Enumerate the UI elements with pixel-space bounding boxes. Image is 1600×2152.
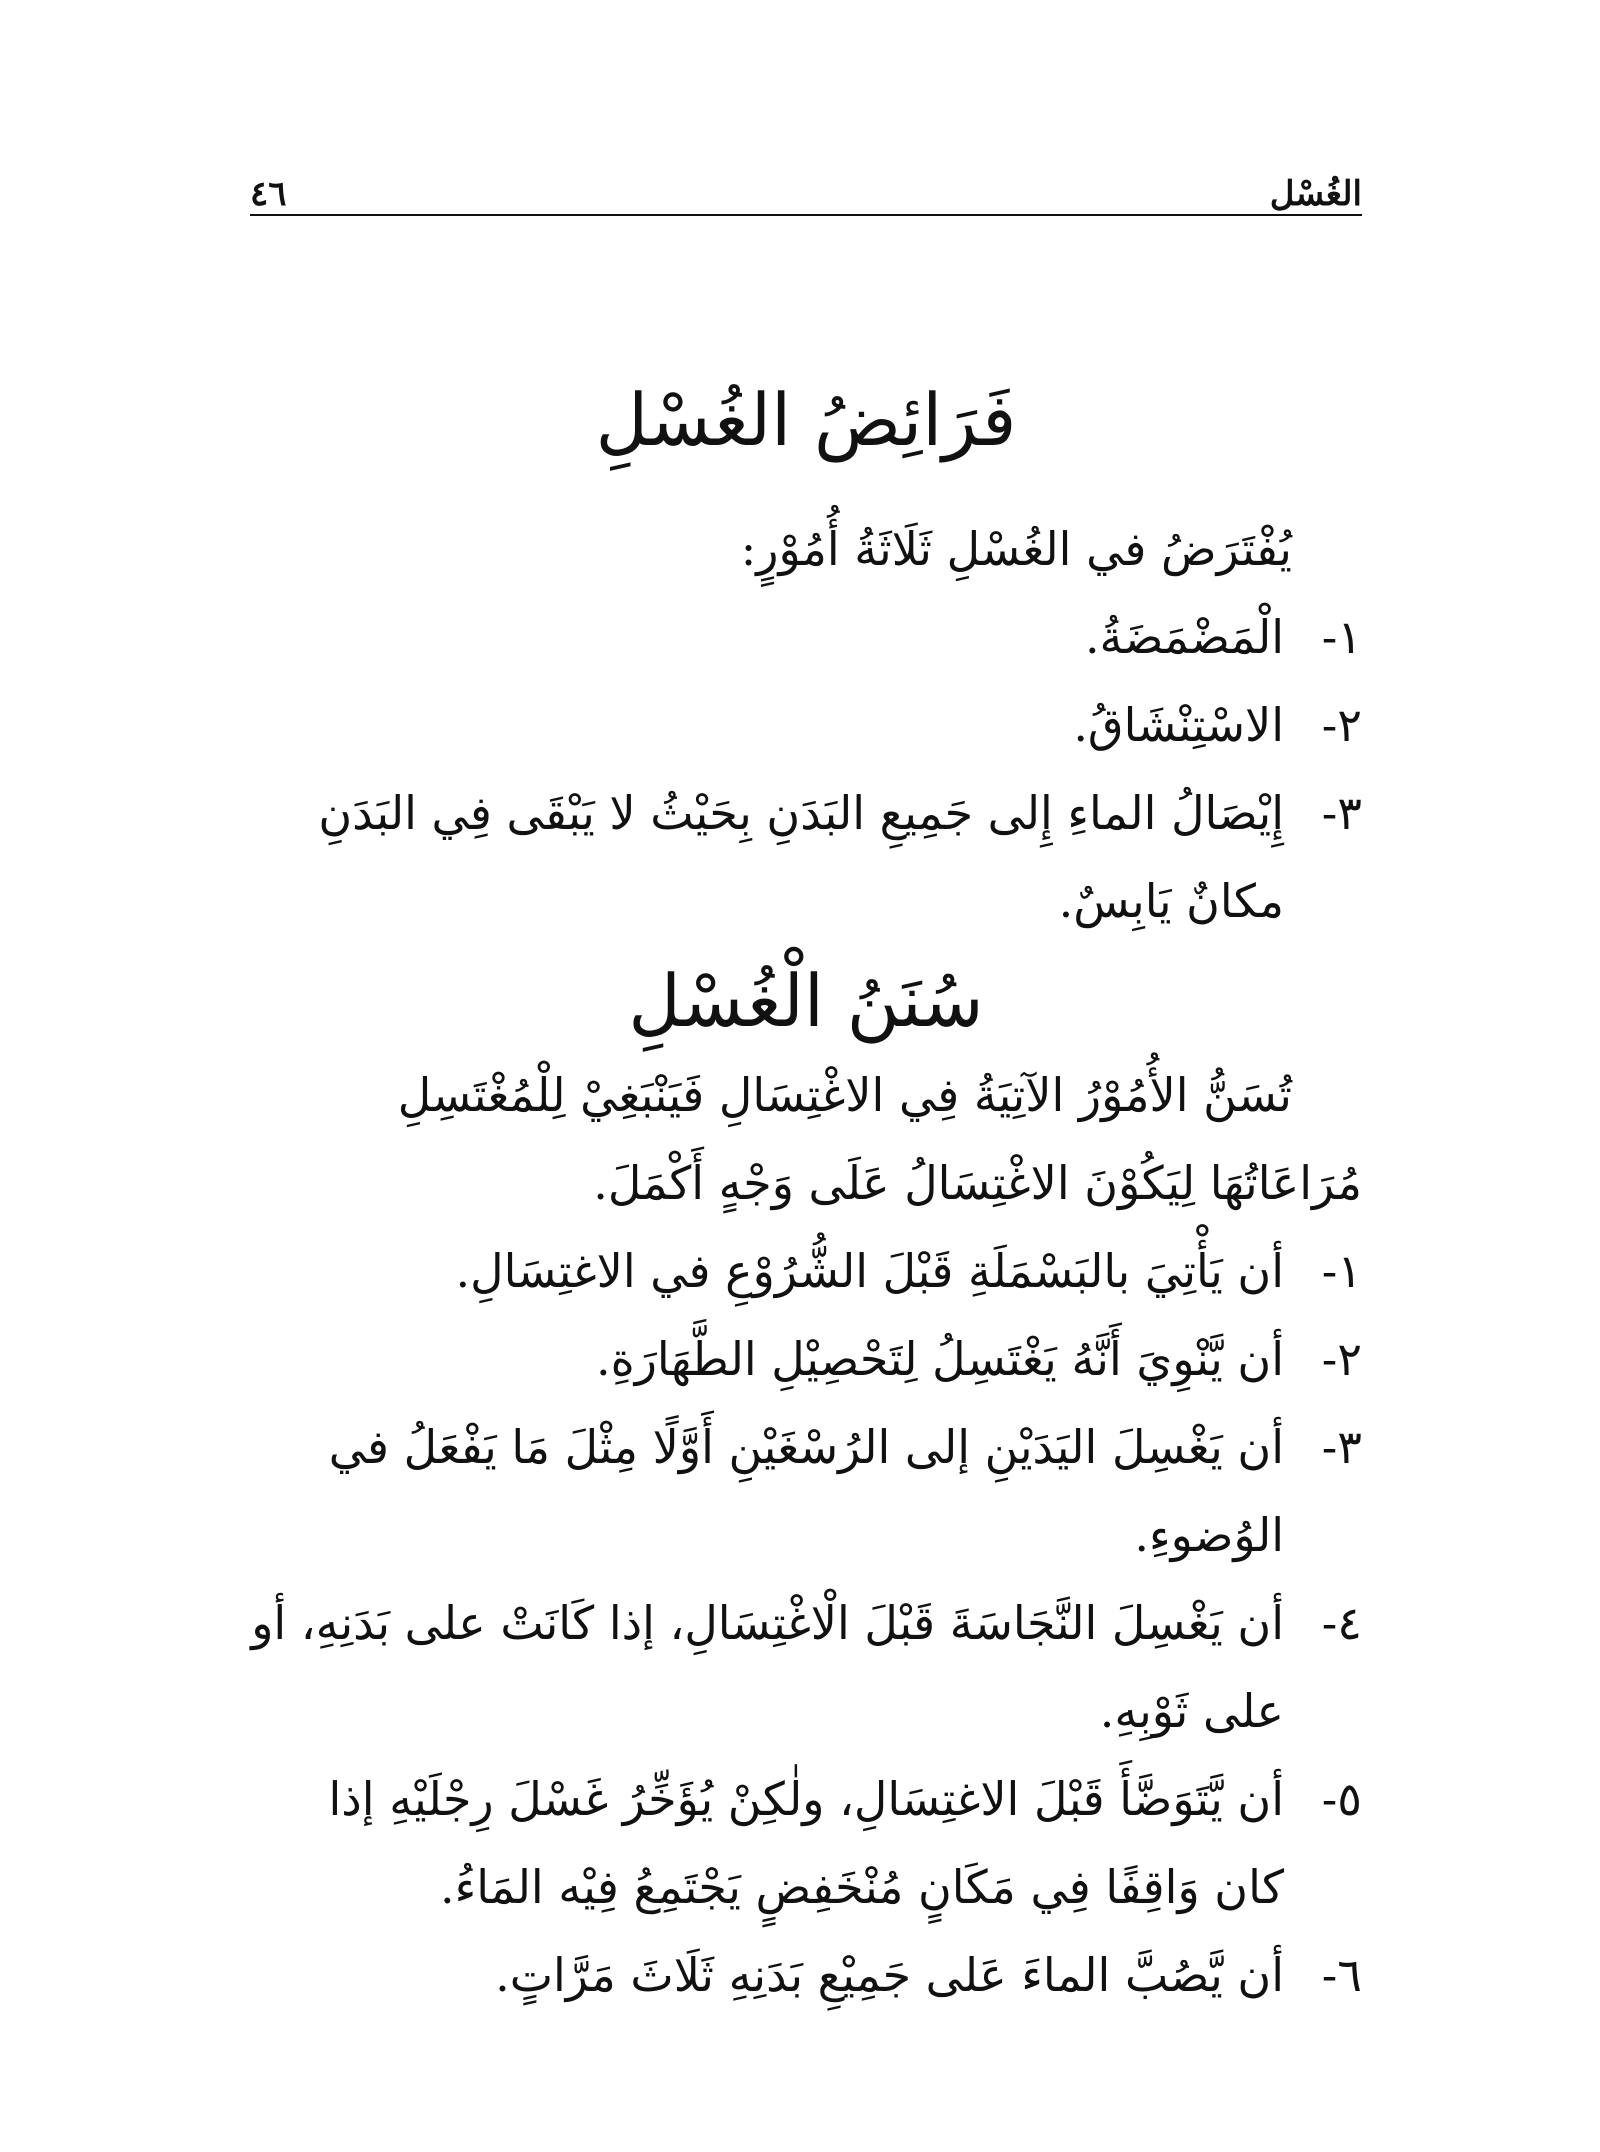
- item-text: أن يَّتَوَضَّأَ قَبْلَ الاغتِسَالِ، ولٰكِنْ يُؤَخِّرُ غَسْلَ رِجْلَيْهِ إذا كان وَاقِفًا فِي مَكَانٍ مُنْخَفِضٍ يَجْتَمِعُ فِيْه المَاءُ.: [328, 1772, 1284, 1914]
- item-text: أن يَّصُبَّ الماءَ عَلى جَمِيْعِ بَدَنِهِ ثَلَاثَ مَرَّاتٍ.: [495, 1948, 1284, 2002]
- list-item: [250, 593, 1362, 681]
- item-number: ٤-: [1321, 1596, 1362, 1650]
- item-number: ٢-: [1321, 1332, 1362, 1386]
- section-intro-fard: يُفْتَرَضُ في الغُسْلِ ثَلَاثَةُ أُمُوْرٍ:: [740, 522, 1292, 576]
- item-number: ١-: [1321, 610, 1362, 664]
- item-text: أن يَّنْوِيَ أَنَّهُ يَغْتَسِلُ لِتَحْصِيْلِ الطَّهَارَةِ.: [595, 1332, 1284, 1386]
- item-number: ٣-: [1321, 1420, 1362, 1474]
- section-intro-sunan: تُسَنُّ الأُمُوْرُ الآتِيَةُ فِي الاغْتِسَالِ فَيَنْبَغِيْ لِلْمُغْتَسِلِ مُرَاعَاتُهَا لِيَكُوْنَ الاغْتِسَالُ عَلَى وَجْهٍ أَكْمَلَ.: [397, 1068, 1362, 1210]
- section-title-fard: فَرَائِضُ الغُسْلِ: [595, 378, 1017, 462]
- list-item: [250, 681, 1362, 769]
- item-number: ٣-: [1321, 786, 1362, 840]
- list-item: [250, 1403, 1362, 1579]
- page-content: [250, 365, 1362, 2019]
- list-item: [250, 769, 1362, 945]
- list-item: [250, 1227, 1362, 1315]
- list-item: [250, 1931, 1362, 2019]
- item-text: الْمَضْمَضَةُ.: [1084, 610, 1284, 664]
- item-number: ٢-: [1321, 698, 1362, 752]
- list-item: [250, 1315, 1362, 1403]
- fard-list: [250, 593, 1362, 945]
- running-header: [250, 170, 1362, 218]
- item-number: ١-: [1321, 1244, 1362, 1298]
- sunan-list: [250, 1227, 1362, 2019]
- item-text: الاسْتِنْشَاقُ.: [1073, 698, 1284, 752]
- item-text: إِيْصَالُ الماءِ إِلى جَمِيعِ البَدَنِ بِحَيْثُ لا يَبْقَى فِي البَدَنِ مكانٌ يَابِسٌ.: [318, 786, 1284, 928]
- list-item: [250, 1755, 1362, 1931]
- running-header-title: الغُسْل: [1269, 174, 1362, 214]
- list-item: [250, 1579, 1362, 1755]
- item-number: ٥-: [1321, 1772, 1362, 1826]
- item-number: ٦-: [1321, 1948, 1362, 2002]
- item-text: أن يَغْسِلَ اليَدَيْنِ إلى الرُسْغَيْنِ أَوَّلًا مِثْلَ مَا يَفْعَلُ في الوُضوءِ.: [328, 1420, 1284, 1562]
- header-rule: [250, 214, 1362, 216]
- section-title-sunan: سُنَنُ الْغُسْلِ: [628, 959, 984, 1043]
- item-text: أن يَغْسِلَ النَّجَاسَةَ قَبْلَ الْاغْتِسَالِ، إذا كَانَتْ على بَدَنِهِ، أو على ثَوْبِهِ.: [251, 1596, 1284, 1738]
- item-text: أن يَأْتِيَ بالبَسْمَلَةِ قَبْلَ الشُّرُوْعِ في الاغتِسَالِ.: [455, 1244, 1284, 1298]
- page-number: ٤٦: [250, 174, 287, 214]
